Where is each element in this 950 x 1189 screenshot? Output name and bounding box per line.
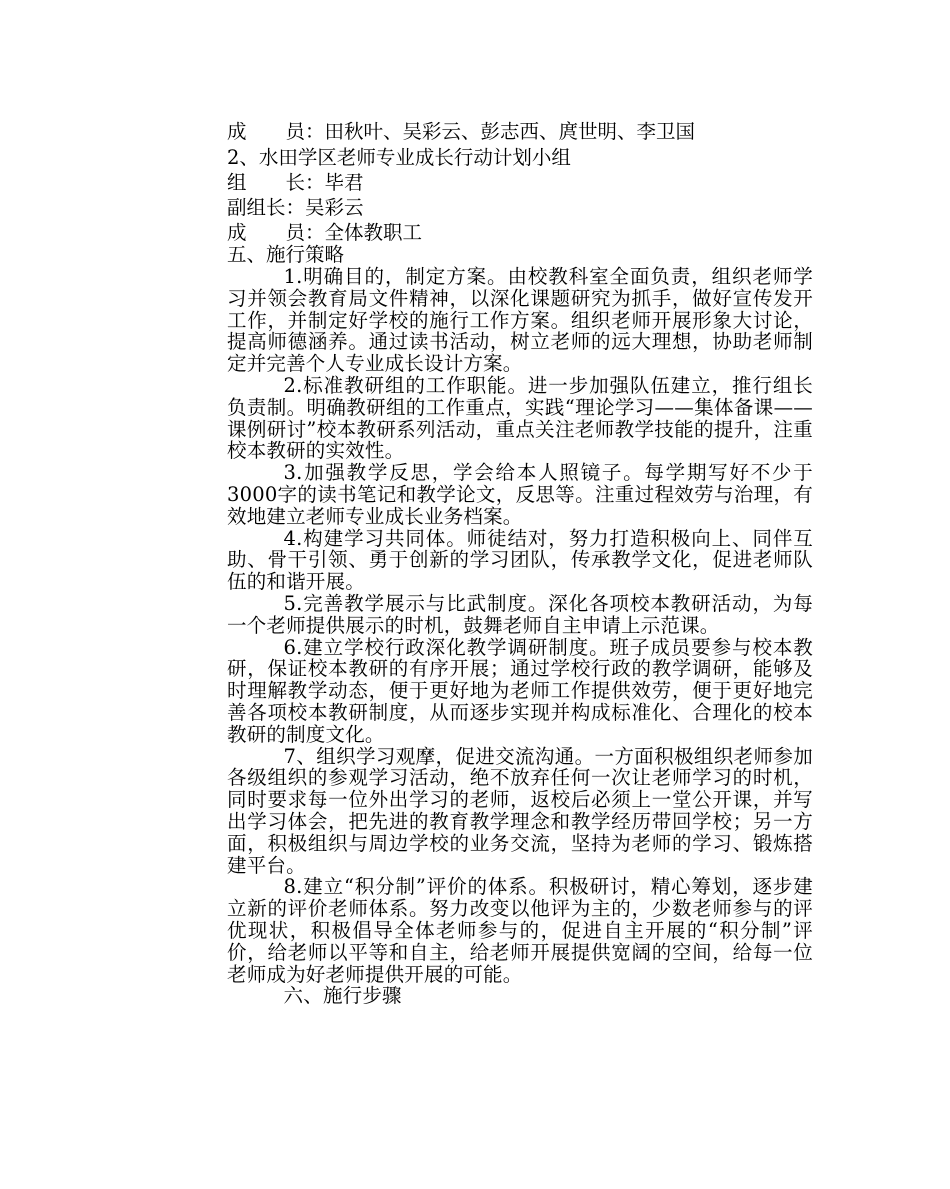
paragraph-2: 2.标准教研组的工作职能。进一步加强队伍建立，推行组长负责制。明确教研组的工作重点，实践“理论学习——集体备课——课例研讨”校本教研系列活动，重点关注老师教学技能的提升，注重校本教研的实效性。 <box>227 373 813 463</box>
paragraph-4: 4.构建学习共同体。师徒结对，努力打造积极向上、同伴互助、骨干引领、勇于创新的学习团队，传承教学文化，促进老师队伍的和谐开展。 <box>227 526 813 594</box>
paragraph-7: 7、组织学习观摩，促进交流沟通。一方面积极组织老师参加各级组织的参观学习活动，绝不放弃任何一次让老师学习的时机，同时要求每一位外出学习的老师，返校后必须上一堂公开课，并写出学习体会，把先进的教育教学理念和教学经历带回学校；另一方面，积极组织与周边学校的业务交流，坚持为老师的学习、锻炼搭建平台。 <box>227 744 813 877</box>
members-line-2: 成 员：全体教职工 <box>227 221 423 244</box>
paragraph-1: 1.明确目的，制定方案。由校教科室全面负责，组织老师学习并领会教育局文件精神，以深化课题研究为抓手，做好宣传发开工作，并制定好学校的施行工作方案。组织老师开展形象大讨论，提高师德涵养。通过读书活动，树立老师的远大理想，协助老师制定并完善个人专业成长设计方案。 <box>227 265 813 376</box>
members-line-1: 成 员：田秋叶、吴彩云、彭志西、庹世明、李卫国 <box>227 120 696 143</box>
paragraph-6: 6.建立学校行政深化教学调研制度。班子成员要参与校本教研，保证校本教研的有序开展；通过学校行政的教学调研，能够及时理解教学动态，便于更好地为老师工作提供效劳，便于更好地完善各项校本教研制度，从而逐步实现并构成标准化、合理化的校本教研的制度文化。 <box>227 635 813 746</box>
paragraph-3: 3.加强教学反思，学会给本人照镜子。每学期写好不少于3000字的读书笔记和教学论文，反思等。注重过程效劳与治理，有效地建立老师专业成长业务档案。 <box>227 461 813 528</box>
paragraph-5: 5.完善教学展示与比武制度。深化各项校本教研活动，为每一个老师提供展示的时机，鼓舞老师自主申请上示范课。 <box>227 591 813 637</box>
deputy-leader-line: 副组长：吴彩云 <box>227 196 364 219</box>
paragraph-8: 8.建立“积分制”评价的体系。积极研讨，精心筹划，逐步建立新的评价老师体系。努力改变以他评为主的，少数老师参与的评优现状，积极倡导全体老师参与的，促进自主开展的“积分制”评价，给老师以平等和自主，给老师开展提供宽阔的空间，给每一位老师成为好老师提供开展的可能。 <box>227 875 813 986</box>
strategy-paragraphs <box>227 266 813 1007</box>
section-6-heading: 六、施行步骤 <box>283 984 402 1008</box>
group-2-title: 2、水田学区老师专业成长行动计划小组 <box>227 146 571 169</box>
section-5-heading: 五、施行策略 <box>227 243 345 266</box>
group-leader-line: 组 长：毕君 <box>227 171 364 194</box>
